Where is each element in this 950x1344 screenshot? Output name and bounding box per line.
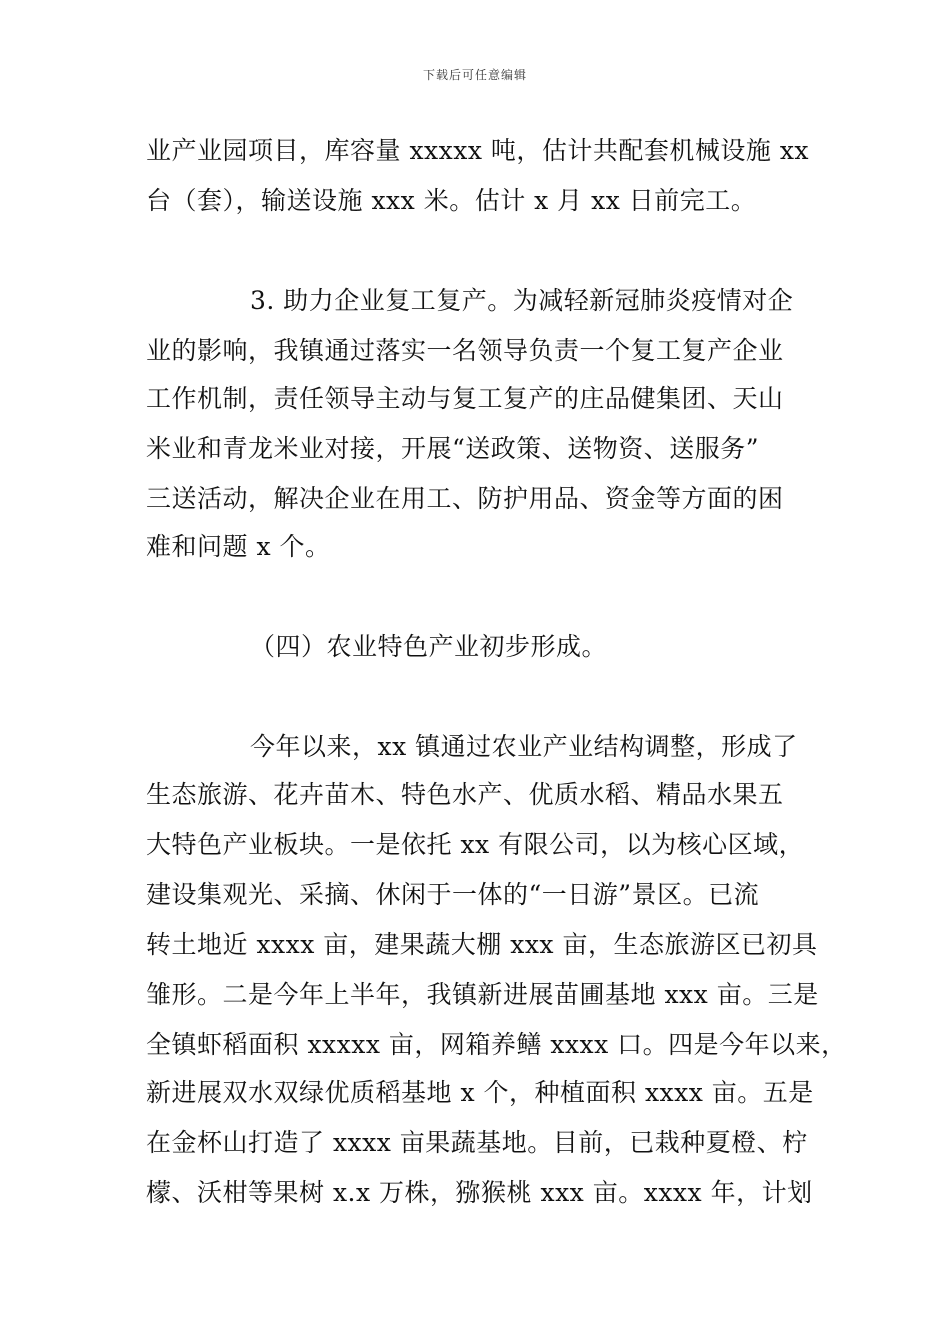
paragraph-line: 建设集观光、采摘、休闲于一体的“一日游”景区。已流 (146, 880, 760, 909)
paragraph-line: 业产业园项目，库容量 xxxxx 吨，估计共配套机械设施 xx (146, 136, 810, 165)
paragraph-line: 大特色产业板块。一是依托 xx 有限公司，以为核心区域， (146, 830, 805, 859)
paragraph-line: 三送活动，解决企业在用工、防护用品、资金等方面的困 (146, 484, 784, 513)
paragraph-line: 檬、沃柑等果树 x.x 万株，猕猴桃 xxx 亩。xxxx 年，计划 (146, 1178, 813, 1207)
paragraph-line: 台（套），输送设施 xxx 米。估计 x 月 xx 日前完工。 (146, 186, 757, 215)
paragraph-line: 业的影响，我镇通过落实一名领导负责一个复工复产企业 (146, 336, 784, 365)
paragraph-line: 米业和青龙米业对接，开展“送政策、送物资、送服务” (146, 434, 760, 463)
paragraph-line: 难和问题 x 个。 (146, 532, 331, 561)
paragraph-line: 雏形。二是今年上半年，我镇新进展苗圃基地 xxx 亩。三是 (146, 980, 819, 1009)
paragraph-first-line: 3. 助力企业复工复产。为减轻新冠肺炎疫情对企 (250, 286, 794, 315)
paragraph-first-line: 今年以来，xx 镇通过农业产业结构调整，形成了 (250, 732, 798, 761)
paragraph-line: 新进展双水双绿优质稻基地 x 个，种植面积 xxxx 亩。五是 (146, 1078, 814, 1107)
section-heading: （四）农业特色产业初步形成。 (250, 632, 608, 661)
page-header-note: 下载后可任意编辑 (422, 68, 527, 82)
paragraph-line: 转土地近 xxxx 亩，建果蔬大棚 xxx 亩，生态旅游区已初具 (146, 930, 818, 959)
paragraph-line: 工作机制，责任领导主动与复工复产的庄品健集团、天山 (146, 384, 784, 413)
paragraph-line: 在金杯山打造了 xxxx 亩果蔬基地。目前，已栽种夏橙、柠 (146, 1128, 808, 1157)
paragraph-line: 生态旅游、花卉苗木、特色水产、优质水稻、精品水果五 (146, 780, 784, 809)
paragraph-line: 全镇虾稻面积 xxxxx 亩，网箱养鳝 xxxx 口。四是今年以来， (146, 1030, 847, 1059)
